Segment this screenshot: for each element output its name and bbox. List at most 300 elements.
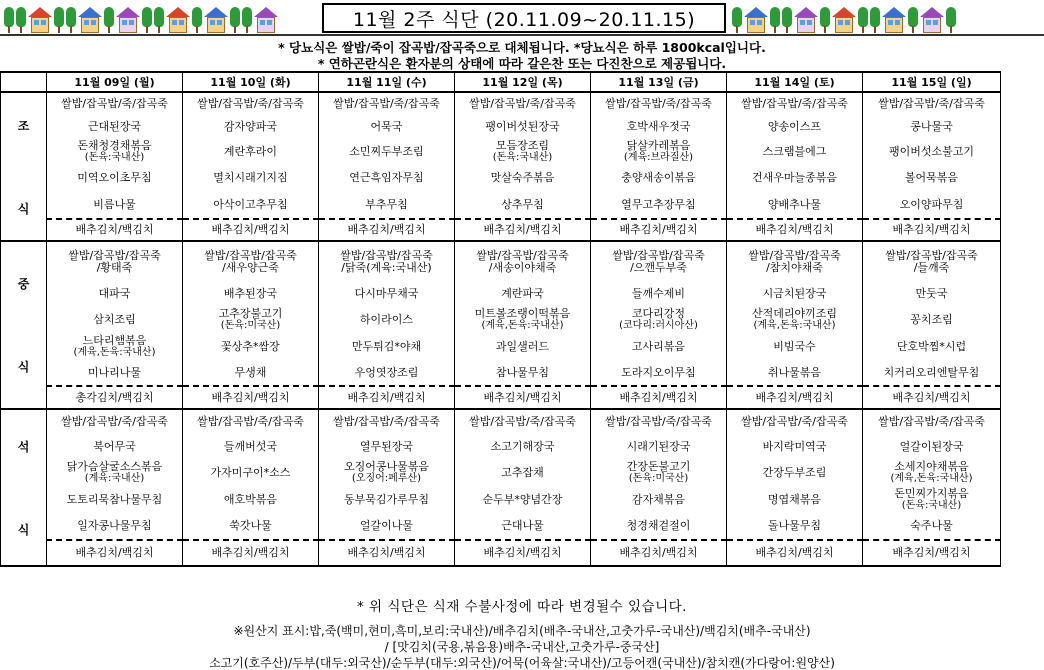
lunch-row [1, 306, 1001, 333]
menu-item: 고사리볶음 [631, 339, 686, 353]
breakfast-row [1, 219, 1001, 241]
menu-item: 쌀밥/잡곡밥/잡곡죽 [612, 248, 705, 262]
menu-cell [455, 434, 591, 459]
menu-item: 양배추나물 [767, 197, 822, 211]
menu-cell [863, 386, 1001, 409]
menu-item: 쌀밥/잡곡밥/죽/잡곡죽 [605, 415, 712, 428]
lunch-row [1, 241, 1001, 281]
menu-cell [47, 114, 183, 139]
menu-cell [591, 360, 727, 386]
breakfast-row [1, 114, 1001, 139]
day-header: 11월 11일 (수) [319, 72, 455, 92]
menu-cell [591, 333, 727, 360]
menu-item-origin: (돈육:미국산) [628, 472, 689, 484]
menu-item-origin: /으깬두부죽 [630, 260, 687, 274]
menu-item: 쌀밥/잡곡밥/죽/잡곡죽 [197, 415, 304, 428]
tree-icon [230, 7, 240, 33]
menu-cell [319, 513, 455, 540]
menu-item: 배추김치/백김치 [483, 546, 562, 559]
menu-item: 오이양파무침 [899, 197, 964, 211]
menu-cell [47, 92, 183, 114]
menu-cell [47, 219, 183, 241]
tree-icon [870, 7, 880, 33]
menu-cell [183, 164, 319, 191]
house-icon [116, 7, 140, 33]
tree-icon [192, 7, 202, 33]
origin-line-2: / [맛김치(국용,볶음용)배추-국내산,고춧가루-중국산] [384, 640, 660, 654]
menu-item: 돈민찌가지볶음 [894, 486, 969, 500]
menu-item: 쌀밥/잡곡밥/잡곡죽 [340, 248, 433, 262]
menu-cell [863, 281, 1001, 306]
meal-label-bottom: 식 [17, 360, 30, 374]
menu-cell [47, 409, 183, 434]
menu-item: 미역오이초무침 [77, 170, 152, 184]
menu-item: 어묵국 [370, 119, 403, 133]
menu-cell [727, 540, 863, 566]
menu-item: 가자미구이*소스 [210, 465, 291, 479]
menu-item: 참나물무침 [495, 365, 550, 379]
tree-icon [946, 7, 956, 33]
menu-item: 만둣국 [915, 286, 948, 300]
menu-cell [455, 459, 591, 486]
menu-item: 얼갈이된장국 [899, 439, 964, 453]
menu-cell [319, 139, 455, 164]
origin-line-3: 소고기(호주산)/두부(대두:외국산)/순두부(대두:외국산)/어묵(어육살:국내산)/고등어캔(국내산)/참치캔(가다랑어:원양산) [209, 656, 835, 670]
menu-cell [47, 139, 183, 164]
tree-icon [770, 7, 780, 33]
menu-cell [727, 281, 863, 306]
menu-item-origin: /참치야채죽 [766, 260, 823, 274]
menu-cell [863, 191, 1001, 219]
menu-cell [591, 241, 727, 281]
menu-item: 배추김치/백김치 [211, 546, 290, 559]
menu-cell [727, 219, 863, 241]
menu-item-origin: /새우양근죽 [222, 260, 279, 274]
change-notice: * 위 식단은 식재 수불사정에 따라 변경될수 있습니다. [357, 599, 687, 615]
lunch-row [1, 360, 1001, 386]
menu-cell [319, 386, 455, 409]
lunch-row [1, 386, 1001, 409]
house-icon [166, 7, 190, 33]
menu-cell [47, 540, 183, 566]
menu-item: 단호박찜*시럽 [896, 339, 967, 353]
menu-item: 고추장불고기 [218, 306, 283, 320]
menu-item: 비빔국수 [773, 339, 816, 353]
menu-item: 꽃상추*쌈장 [221, 339, 280, 353]
menu-item: 근대된장국 [87, 119, 142, 133]
menu-cell [183, 386, 319, 409]
menu-cell [183, 459, 319, 486]
menu-cell [47, 360, 183, 386]
menu-cell [863, 92, 1001, 114]
menu-cell [591, 486, 727, 513]
menu-item: 근대나물 [501, 519, 544, 532]
menu-item: 얼갈이나물 [359, 519, 414, 532]
menu-cell [727, 360, 863, 386]
menu-item: 소민찌두부조림 [349, 144, 424, 158]
menu-item: 모듬장조림 [495, 139, 550, 152]
menu-item: 간장돈불고기 [626, 459, 691, 473]
menu-cell [183, 139, 319, 164]
menu-cell [183, 434, 319, 459]
menu-cell [319, 191, 455, 219]
menu-item: 오징어콩나물볶음 [343, 459, 429, 473]
menu-cell [47, 386, 183, 409]
menu-item-origin: (돈육:국내산) [84, 151, 145, 163]
menu-item: 쌀밥/잡곡밥/죽/잡곡죽 [333, 96, 440, 110]
menu-item: 배추김치/백김치 [892, 390, 971, 404]
menu-item: 배추김치/백김치 [211, 390, 290, 404]
top-banner [0, 0, 1044, 36]
menu-item: 순두부*양념간장 [482, 492, 563, 506]
menu-item: 배추김치/백김치 [619, 223, 698, 236]
menu-cell [183, 219, 319, 241]
menu-item: 만두튀김*야채 [351, 339, 422, 353]
menu-cell [727, 386, 863, 409]
menu-item: 소고기해장국 [490, 439, 555, 453]
tree-icon [908, 7, 918, 33]
meal-label-top: 석 [17, 439, 30, 454]
menu-cell [183, 92, 319, 114]
menu-item: 배추김치/백김치 [619, 546, 698, 559]
menu-cell [183, 409, 319, 434]
menu-item: 쌀밥/잡곡밥/죽/잡곡죽 [333, 415, 440, 428]
menu-item: 쌀밥/잡곡밥/잡곡죽 [204, 248, 297, 262]
menu-cell [47, 333, 183, 360]
menu-cell [727, 434, 863, 459]
menu-cell [727, 241, 863, 281]
menu-item: 팽이버섯소불고기 [888, 144, 974, 158]
menu-item: 열무된장국 [359, 439, 414, 453]
menu-item: 산적데리야끼조림 [751, 306, 837, 320]
menu-cell [47, 434, 183, 459]
menu-cell [455, 241, 591, 281]
menu-item: 청경채겉절이 [626, 519, 691, 532]
menu-cell [591, 164, 727, 191]
menu-item: 배추김치/백김치 [619, 390, 698, 404]
menu-cell [455, 513, 591, 540]
menu-item: 팽이버섯된장국 [485, 119, 560, 133]
menu-cell [319, 281, 455, 306]
dinner-row [1, 513, 1001, 540]
day-header: 11월 14일 (토) [727, 72, 863, 92]
menu-item: 쌀밥/잡곡밥/죽/잡곡죽 [61, 415, 168, 428]
menu-cell [47, 191, 183, 219]
dinner-row [1, 459, 1001, 486]
menu-item: 계란후라이 [223, 144, 278, 158]
tree-icon [104, 7, 114, 33]
menu-cell [319, 306, 455, 333]
menu-cell [47, 513, 183, 540]
menu-cell [319, 164, 455, 191]
menu-item: 닭살카레볶음 [626, 139, 691, 152]
menu-item: 느타리햄볶음 [82, 333, 147, 347]
menu-cell [727, 164, 863, 191]
day-header: 11월 12일 (목) [455, 72, 591, 92]
menu-item: 쌀밥/잡곡밥/죽/잡곡죽 [197, 96, 304, 110]
dinner-row [1, 540, 1001, 566]
menu-item: 아삭이고추무침 [213, 197, 288, 211]
menu-cell [863, 459, 1001, 486]
menu-cell [863, 241, 1001, 281]
menu-cell [863, 164, 1001, 191]
menu-item: 배추된장국 [223, 286, 278, 300]
menu-item: 닭가슴살굴소스볶음 [66, 459, 163, 473]
menu-cell [455, 540, 591, 566]
meal-label-top: 조 [17, 118, 30, 133]
menu-item: 콩나물국 [910, 119, 953, 133]
menu-cell [47, 486, 183, 513]
menu-cell [727, 114, 863, 139]
menu-item: 일자콩나물무침 [77, 519, 152, 532]
menu-item: 쌀밥/잡곡밥/죽/잡곡죽 [605, 96, 712, 110]
menu-cell [183, 306, 319, 333]
page-title: 11월 2주 식단 (20.11.09~20.11.15) [322, 3, 726, 33]
menu-cell [47, 281, 183, 306]
menu-item: 상추무침 [501, 197, 544, 211]
menu-cell [455, 360, 591, 386]
menu-cell [319, 219, 455, 241]
menu-item: 바지락미역국 [762, 439, 827, 453]
menu-item: 무생채 [234, 365, 267, 379]
menu-item: 부추무침 [365, 197, 408, 211]
dinner-row [1, 434, 1001, 459]
tree-icon [4, 7, 14, 33]
menu-item: 멸치시래기지짐 [213, 170, 288, 184]
day-header: 11월 10일 (화) [183, 72, 319, 92]
menu-cell [455, 92, 591, 114]
menu-cell [319, 486, 455, 513]
menu-item: 배추김치/백김치 [892, 546, 971, 559]
tree-icon [782, 7, 792, 33]
menu-cell [183, 360, 319, 386]
village-decoration-left [4, 3, 278, 33]
day-header-row [1, 72, 1001, 92]
tree-icon [820, 7, 830, 33]
menu-cell [183, 513, 319, 540]
menu-item-origin: (돈육:국내산) [901, 499, 962, 511]
menu-cell [863, 333, 1001, 360]
diabetic-notice: * 당뇨식은 쌀밥/죽이 잡곡밥/잡곡죽으로 대체됩니다. *당뇨식은 하루 1800kcal입니다. [278, 40, 766, 55]
banner-divider [0, 34, 1044, 36]
dinner-row [1, 486, 1001, 513]
lunch-label [1, 241, 47, 409]
menu-cell [863, 360, 1001, 386]
house-icon [882, 7, 906, 33]
menu-cell [727, 409, 863, 434]
menu-item: 삼치조림 [93, 312, 136, 326]
menu-item: 명엽채볶음 [767, 492, 822, 506]
menu-cell [455, 386, 591, 409]
menu-cell [727, 306, 863, 333]
dinner-label [1, 409, 47, 566]
menu-body [1, 92, 1001, 566]
village-decoration-right [732, 3, 956, 33]
menu-cell [591, 92, 727, 114]
menu-item: 배추김치/백김치 [347, 546, 426, 559]
menu-item-origin: /새송이야채죽 [488, 260, 557, 274]
house-icon [832, 7, 856, 33]
menu-item: 감자채볶음 [631, 492, 686, 506]
house-icon [204, 7, 228, 33]
menu-item: 총각김치/백김치 [75, 390, 154, 404]
menu-item: 코다리강정 [631, 306, 686, 320]
menu-cell [455, 114, 591, 139]
menu-cell [591, 513, 727, 540]
menu-item-origin: (계육,돈육:국내산) [481, 319, 564, 331]
meal-label-bottom: 식 [17, 201, 30, 216]
menu-item: 들깨수제비 [631, 286, 686, 300]
menu-cell [727, 191, 863, 219]
day-header: 11월 09일 (월) [47, 72, 183, 92]
menu-cell [727, 459, 863, 486]
house-icon [254, 7, 278, 33]
menu-item: 미트볼조랭이떡볶음 [474, 306, 571, 320]
lunch-row [1, 281, 1001, 306]
corner-cell [1, 72, 47, 92]
menu-item-origin: (오징어:페루산) [351, 472, 422, 484]
menu-item: 도라지오이무침 [621, 365, 696, 379]
menu-item: 들깨버섯국 [223, 439, 278, 453]
menu-item: 과일샐러드 [495, 339, 550, 353]
breakfast-label [1, 92, 47, 241]
menu-item: 연근흑임자무침 [349, 170, 424, 184]
menu-item: 미나리나물 [87, 365, 142, 379]
menu-item-origin: (계육:브라질산) [623, 151, 694, 163]
menu-item: 애호박볶음 [223, 492, 278, 506]
menu-item-origin: /들깨죽 [913, 260, 950, 274]
menu-item: 배추김치/백김치 [483, 223, 562, 236]
menu-item: 계란파국 [501, 286, 544, 300]
tree-icon [16, 7, 26, 33]
menu-cell [183, 540, 319, 566]
menu-item-origin: (계육,돈육:국내산) [753, 319, 836, 331]
menu-item: 감자양파국 [223, 119, 278, 133]
menu-item: 열무고추장무침 [621, 197, 696, 211]
menu-item: 배추김치/백김치 [75, 546, 154, 559]
tree-icon [242, 7, 252, 33]
house-icon [920, 7, 944, 33]
menu-cell [727, 486, 863, 513]
menu-item: 배추김치/백김치 [755, 546, 834, 559]
menu-cell [455, 139, 591, 164]
menu-cell [591, 540, 727, 566]
tree-icon [142, 7, 152, 33]
breakfast-row [1, 164, 1001, 191]
menu-item: 배추김치/백김치 [892, 223, 971, 236]
menu-item-origin: (돈육:미국산) [220, 319, 281, 331]
menu-cell [455, 486, 591, 513]
menu-cell [591, 434, 727, 459]
dinner-row [1, 409, 1001, 434]
menu-cell [319, 540, 455, 566]
menu-cell [183, 486, 319, 513]
menu-cell [591, 191, 727, 219]
menu-item: 돌나물무침 [767, 519, 822, 532]
menu-item: 시래기된장국 [626, 439, 691, 453]
menu-cell [591, 219, 727, 241]
menu-item: 쑥갓나물 [229, 519, 272, 532]
menu-cell [863, 540, 1001, 566]
menu-cell [455, 219, 591, 241]
menu-item: 쌀밥/잡곡밥/죽/잡곡죽 [61, 96, 168, 110]
menu-item: 배추김치/백김치 [755, 390, 834, 404]
menu-cell [591, 281, 727, 306]
menu-cell [863, 114, 1001, 139]
menu-cell [863, 409, 1001, 434]
menu-cell [183, 281, 319, 306]
menu-cell [863, 139, 1001, 164]
menu-cell [591, 114, 727, 139]
menu-item-origin: (돈육:국내산) [492, 151, 553, 163]
menu-item: 고추잡채 [501, 465, 544, 479]
menu-cell [47, 459, 183, 486]
menu-cell [319, 434, 455, 459]
menu-item: 배추김치/백김치 [755, 223, 834, 236]
menu-cell [591, 409, 727, 434]
menu-item: 동부묵김가루무침 [343, 492, 429, 506]
menu-item: 도토리묵참나물무침 [66, 492, 163, 506]
origin-line-1: ※원산지 표시:밥,죽(백미,현미,흑미,보리:국내산)/배추김치(배추-국내산,고춧가루-국내산)/백김치(배추-국내산) [233, 624, 811, 638]
menu-cell [591, 306, 727, 333]
menu-item: 건새우마늘종볶음 [751, 170, 837, 184]
menu-cell [863, 306, 1001, 333]
house-icon [28, 7, 52, 33]
menu-item: 숙주나물 [910, 519, 953, 532]
day-header: 11월 13일 (금) [591, 72, 727, 92]
menu-cell [727, 333, 863, 360]
menu-item: 쌀밥/잡곡밥/잡곡죽 [885, 248, 978, 262]
meal-label-bottom: 식 [17, 522, 30, 537]
menu-cell [591, 459, 727, 486]
menu-item: 간장두부조림 [762, 465, 827, 479]
menu-item: 소세지야채볶음 [894, 459, 969, 473]
day-header: 11월 15일 (일) [863, 72, 1001, 92]
menu-item: 양송이스프 [767, 119, 822, 133]
menu-item: 쌀밥/잡곡밥/죽/잡곡죽 [741, 96, 848, 110]
menu-item: 호박새우젓국 [626, 119, 691, 133]
menu-item: 쌀밥/잡곡밥/잡곡죽 [748, 248, 841, 262]
menu-item: 대파국 [98, 286, 131, 300]
menu-item-origin: (코다리:러시아산) [619, 319, 698, 331]
house-icon [78, 7, 102, 33]
menu-item: 충양새송이볶음 [621, 170, 696, 184]
menu-cell [319, 114, 455, 139]
menu-item-origin: (계육:국내산) [84, 472, 145, 484]
menu-item: 쌀밥/잡곡밥/죽/잡곡죽 [469, 415, 576, 428]
menu-item: 배추김치/백김치 [483, 390, 562, 404]
menu-item: 우엉엿장조림 [354, 365, 419, 379]
menu-cell [455, 333, 591, 360]
menu-item-origin: (계육,돈육:국내산) [890, 472, 973, 484]
menu-cell [863, 219, 1001, 241]
menu-cell [47, 241, 183, 281]
menu-cell [319, 241, 455, 281]
menu-cell [863, 513, 1001, 540]
menu-item: 쌀밥/잡곡밥/죽/잡곡죽 [469, 96, 576, 110]
menu-cell [319, 459, 455, 486]
menu-item: 꽁치조림 [910, 312, 953, 326]
tree-icon [732, 7, 742, 33]
menu-cell [591, 386, 727, 409]
menu-item: 볼어묵볶음 [904, 170, 959, 184]
menu-cell [455, 191, 591, 219]
menu-cell [455, 409, 591, 434]
menu-cell [863, 486, 1001, 513]
menu-item: 쌀밥/잡곡밥/죽/잡곡죽 [878, 96, 985, 110]
menu-item: 맛살숙주볶음 [490, 170, 555, 184]
lunch-row [1, 333, 1001, 360]
